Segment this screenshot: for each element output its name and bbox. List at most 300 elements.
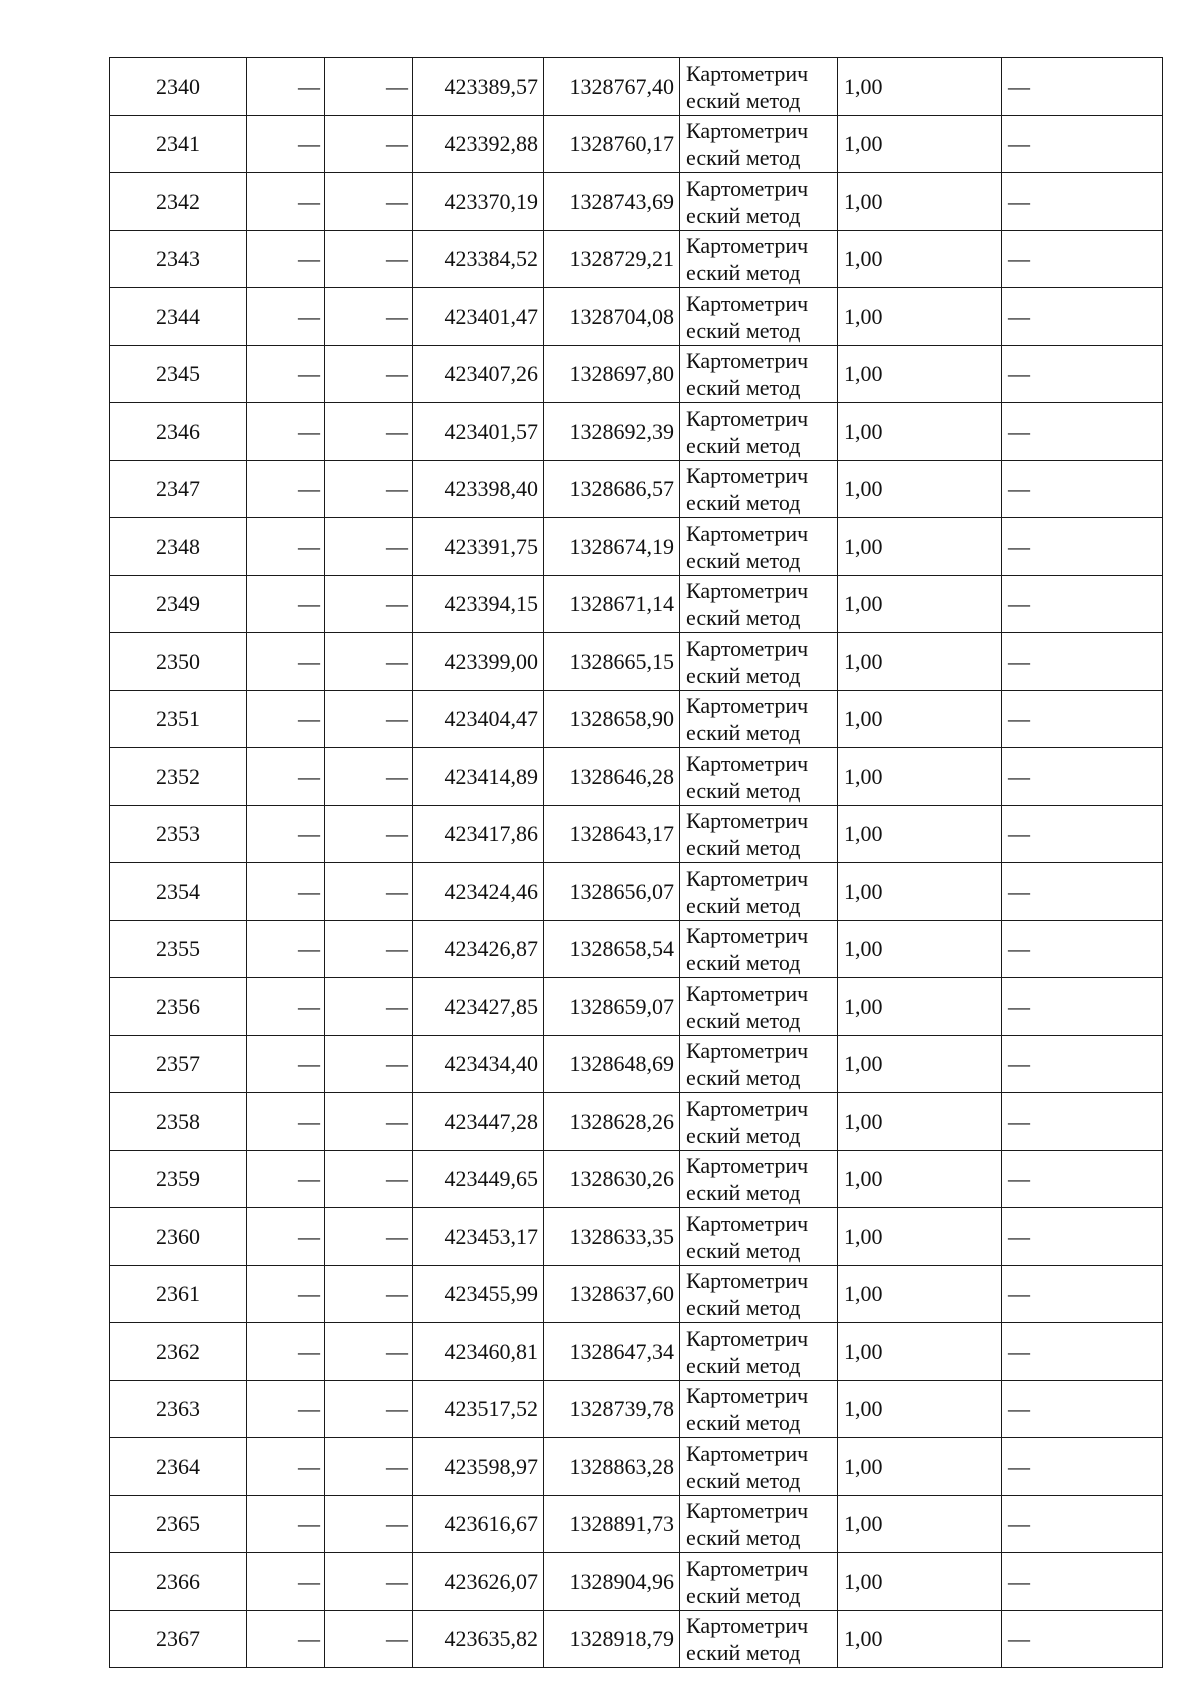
method-cell bbox=[680, 1610, 838, 1668]
method-cell bbox=[680, 58, 838, 116]
table-row bbox=[110, 1208, 1163, 1266]
method-cell bbox=[680, 575, 838, 633]
coordinate-y-cell: 1328643,17 bbox=[544, 805, 680, 863]
table-row bbox=[110, 460, 1163, 518]
coordinate-y-cell: 1328658,54 bbox=[544, 920, 680, 978]
table-row bbox=[110, 403, 1163, 461]
accuracy-cell: 1,00 bbox=[838, 1323, 1002, 1381]
point-number-cell: 2341 bbox=[110, 115, 247, 173]
table-row bbox=[110, 1323, 1163, 1381]
method-cell bbox=[680, 690, 838, 748]
coordinate-x-cell: 423407,26 bbox=[413, 345, 544, 403]
empty-coordinate-y-cell: — bbox=[325, 1093, 413, 1151]
description-cell: — bbox=[1002, 288, 1163, 346]
accuracy-cell: 1,00 bbox=[838, 1553, 1002, 1611]
accuracy-cell: 1,00 bbox=[838, 575, 1002, 633]
empty-coordinate-x-cell: — bbox=[247, 115, 325, 173]
description-cell: — bbox=[1002, 1380, 1163, 1438]
point-number-cell: 2365 bbox=[110, 1495, 247, 1553]
table-row bbox=[110, 1380, 1163, 1438]
accuracy-cell: 1,00 bbox=[838, 1035, 1002, 1093]
description-cell: — bbox=[1002, 805, 1163, 863]
method-text-line2: еский метод bbox=[686, 1007, 801, 1033]
empty-coordinate-x-cell: — bbox=[247, 230, 325, 288]
coordinate-x-cell: 423427,85 bbox=[413, 978, 544, 1036]
method-text-line2: еский метод bbox=[686, 1640, 801, 1666]
table-row bbox=[110, 920, 1163, 978]
coordinate-y-cell: 1328743,69 bbox=[544, 173, 680, 231]
method-text-line1: Картометрич bbox=[686, 463, 809, 489]
method-text-line1: Картометрич bbox=[686, 578, 809, 604]
coordinate-x-cell: 423455,99 bbox=[413, 1265, 544, 1323]
description-cell: — bbox=[1002, 920, 1163, 978]
accuracy-cell: 1,00 bbox=[838, 115, 1002, 173]
table-body bbox=[110, 58, 1163, 1668]
empty-coordinate-x-cell: — bbox=[247, 920, 325, 978]
method-text-line2: еский метод bbox=[686, 1352, 801, 1378]
method-text-line2: еский метод bbox=[686, 432, 801, 458]
accuracy-cell: 1,00 bbox=[838, 288, 1002, 346]
coordinate-x-cell: 423399,00 bbox=[413, 633, 544, 691]
method-text-line1: Картометрич bbox=[686, 635, 809, 661]
table-row bbox=[110, 173, 1163, 231]
point-number-cell: 2350 bbox=[110, 633, 247, 691]
method-text-line2: еский метод bbox=[686, 605, 801, 631]
method-text-line2: еский метод bbox=[686, 777, 801, 803]
coordinate-x-cell: 423384,52 bbox=[413, 230, 544, 288]
method-text-line2: еский метод bbox=[686, 87, 801, 113]
coordinate-x-cell: 423392,88 bbox=[413, 115, 544, 173]
accuracy-cell: 1,00 bbox=[838, 460, 1002, 518]
method-text-line1: Картометрич bbox=[686, 1095, 809, 1121]
empty-coordinate-x-cell: — bbox=[247, 1093, 325, 1151]
coordinate-y-cell: 1328646,28 bbox=[544, 748, 680, 806]
description-cell: — bbox=[1002, 58, 1163, 116]
empty-coordinate-y-cell: — bbox=[325, 345, 413, 403]
method-cell bbox=[680, 863, 838, 921]
accuracy-cell: 1,00 bbox=[838, 690, 1002, 748]
empty-coordinate-x-cell: — bbox=[247, 575, 325, 633]
table-row bbox=[110, 1610, 1163, 1668]
description-cell: — bbox=[1002, 1035, 1163, 1093]
method-text-line1: Картометрич bbox=[686, 175, 809, 201]
method-text-line2: еский метод bbox=[686, 835, 801, 861]
coordinate-x-cell: 423404,47 bbox=[413, 690, 544, 748]
method-text-line2: еский метод bbox=[686, 375, 801, 401]
method-cell bbox=[680, 1553, 838, 1611]
point-number-cell: 2363 bbox=[110, 1380, 247, 1438]
method-cell bbox=[680, 115, 838, 173]
coordinate-y-cell: 1328891,73 bbox=[544, 1495, 680, 1553]
point-number-cell: 2347 bbox=[110, 460, 247, 518]
method-text-line1: Картометрич bbox=[686, 1613, 809, 1639]
point-number-cell: 2356 bbox=[110, 978, 247, 1036]
method-cell bbox=[680, 1150, 838, 1208]
method-text-line1: Картометрич bbox=[686, 118, 809, 144]
accuracy-cell: 1,00 bbox=[838, 1265, 1002, 1323]
table-row bbox=[110, 978, 1163, 1036]
point-number-cell: 2351 bbox=[110, 690, 247, 748]
coordinate-x-cell: 423389,57 bbox=[413, 58, 544, 116]
description-cell: — bbox=[1002, 518, 1163, 576]
method-cell bbox=[680, 173, 838, 231]
coordinate-y-cell: 1328648,69 bbox=[544, 1035, 680, 1093]
method-text-line1: Картометрич bbox=[686, 808, 809, 834]
point-number-cell: 2361 bbox=[110, 1265, 247, 1323]
coordinate-x-cell: 423449,65 bbox=[413, 1150, 544, 1208]
coordinate-x-cell: 423401,57 bbox=[413, 403, 544, 461]
coordinate-x-cell: 423616,67 bbox=[413, 1495, 544, 1553]
accuracy-cell: 1,00 bbox=[838, 1610, 1002, 1668]
point-number-cell: 2359 bbox=[110, 1150, 247, 1208]
empty-coordinate-y-cell: — bbox=[325, 690, 413, 748]
empty-coordinate-x-cell: — bbox=[247, 863, 325, 921]
coordinate-y-cell: 1328628,26 bbox=[544, 1093, 680, 1151]
method-cell bbox=[680, 345, 838, 403]
description-cell: — bbox=[1002, 1610, 1163, 1668]
method-text-line1: Картометрич bbox=[686, 1038, 809, 1064]
method-cell bbox=[680, 633, 838, 691]
point-number-cell: 2340 bbox=[110, 58, 247, 116]
method-text-line1: Картометрич bbox=[686, 290, 809, 316]
table-row bbox=[110, 1150, 1163, 1208]
empty-coordinate-x-cell: — bbox=[247, 748, 325, 806]
table-row bbox=[110, 1035, 1163, 1093]
description-cell: — bbox=[1002, 460, 1163, 518]
description-cell: — bbox=[1002, 230, 1163, 288]
description-cell: — bbox=[1002, 403, 1163, 461]
method-cell bbox=[680, 518, 838, 576]
coordinate-y-cell: 1328658,90 bbox=[544, 690, 680, 748]
table-row bbox=[110, 863, 1163, 921]
coordinate-y-cell: 1328697,80 bbox=[544, 345, 680, 403]
description-cell: — bbox=[1002, 1553, 1163, 1611]
method-cell bbox=[680, 1323, 838, 1381]
coordinate-y-cell: 1328760,17 bbox=[544, 115, 680, 173]
empty-coordinate-x-cell: — bbox=[247, 58, 325, 116]
empty-coordinate-y-cell: — bbox=[325, 920, 413, 978]
method-text-line2: еский метод bbox=[686, 1122, 801, 1148]
empty-coordinate-y-cell: — bbox=[325, 1208, 413, 1266]
coordinate-y-cell: 1328659,07 bbox=[544, 978, 680, 1036]
method-cell bbox=[680, 920, 838, 978]
point-number-cell: 2352 bbox=[110, 748, 247, 806]
method-text-line1: Картометрич bbox=[686, 1440, 809, 1466]
accuracy-cell: 1,00 bbox=[838, 58, 1002, 116]
method-cell bbox=[680, 1265, 838, 1323]
method-text-line2: еский метод bbox=[686, 490, 801, 516]
point-number-cell: 2349 bbox=[110, 575, 247, 633]
coordinate-x-cell: 423517,52 bbox=[413, 1380, 544, 1438]
coordinate-y-cell: 1328863,28 bbox=[544, 1438, 680, 1496]
empty-coordinate-y-cell: — bbox=[325, 1495, 413, 1553]
empty-coordinate-x-cell: — bbox=[247, 1323, 325, 1381]
coordinate-y-cell: 1328656,07 bbox=[544, 863, 680, 921]
empty-coordinate-y-cell: — bbox=[325, 518, 413, 576]
method-text-line1: Картометрич bbox=[686, 348, 809, 374]
accuracy-cell: 1,00 bbox=[838, 345, 1002, 403]
empty-coordinate-y-cell: — bbox=[325, 58, 413, 116]
coordinate-x-cell: 423414,89 bbox=[413, 748, 544, 806]
method-cell bbox=[680, 1380, 838, 1438]
empty-coordinate-x-cell: — bbox=[247, 1553, 325, 1611]
method-text-line2: еский метод bbox=[686, 145, 801, 171]
description-cell: — bbox=[1002, 1495, 1163, 1553]
table-row bbox=[110, 115, 1163, 173]
coordinate-x-cell: 423626,07 bbox=[413, 1553, 544, 1611]
coordinate-x-cell: 423426,87 bbox=[413, 920, 544, 978]
empty-coordinate-x-cell: — bbox=[247, 1380, 325, 1438]
point-number-cell: 2358 bbox=[110, 1093, 247, 1151]
description-cell: — bbox=[1002, 173, 1163, 231]
coordinate-y-cell: 1328630,26 bbox=[544, 1150, 680, 1208]
description-cell: — bbox=[1002, 748, 1163, 806]
coordinate-x-cell: 423635,82 bbox=[413, 1610, 544, 1668]
point-number-cell: 2360 bbox=[110, 1208, 247, 1266]
accuracy-cell: 1,00 bbox=[838, 863, 1002, 921]
coordinate-x-cell: 423424,46 bbox=[413, 863, 544, 921]
empty-coordinate-x-cell: — bbox=[247, 805, 325, 863]
method-cell bbox=[680, 748, 838, 806]
table-row bbox=[110, 805, 1163, 863]
point-number-cell: 2348 bbox=[110, 518, 247, 576]
accuracy-cell: 1,00 bbox=[838, 978, 1002, 1036]
empty-coordinate-x-cell: — bbox=[247, 1265, 325, 1323]
coordinate-x-cell: 423417,86 bbox=[413, 805, 544, 863]
method-text-line2: еский метод bbox=[686, 950, 801, 976]
point-number-cell: 2342 bbox=[110, 173, 247, 231]
empty-coordinate-y-cell: — bbox=[325, 173, 413, 231]
empty-coordinate-x-cell: — bbox=[247, 345, 325, 403]
empty-coordinate-y-cell: — bbox=[325, 978, 413, 1036]
accuracy-cell: 1,00 bbox=[838, 805, 1002, 863]
empty-coordinate-y-cell: — bbox=[325, 1265, 413, 1323]
coordinate-x-cell: 423598,97 bbox=[413, 1438, 544, 1496]
method-text-line1: Картометрич bbox=[686, 865, 809, 891]
table-row bbox=[110, 633, 1163, 691]
method-text-line2: еский метод bbox=[686, 662, 801, 688]
table-row bbox=[110, 1553, 1163, 1611]
empty-coordinate-x-cell: — bbox=[247, 403, 325, 461]
method-text-line1: Картометрич bbox=[686, 980, 809, 1006]
method-text-line2: еский метод bbox=[686, 202, 801, 228]
description-cell: — bbox=[1002, 633, 1163, 691]
coordinate-x-cell: 423447,28 bbox=[413, 1093, 544, 1151]
description-cell: — bbox=[1002, 978, 1163, 1036]
accuracy-cell: 1,00 bbox=[838, 1093, 1002, 1151]
method-text-line2: еский метод bbox=[686, 260, 801, 286]
coordinate-y-cell: 1328686,57 bbox=[544, 460, 680, 518]
point-number-cell: 2355 bbox=[110, 920, 247, 978]
method-text-line2: еский метод bbox=[686, 317, 801, 343]
table-row bbox=[110, 575, 1163, 633]
empty-coordinate-y-cell: — bbox=[325, 575, 413, 633]
coordinate-x-cell: 423434,40 bbox=[413, 1035, 544, 1093]
method-cell bbox=[680, 805, 838, 863]
accuracy-cell: 1,00 bbox=[838, 633, 1002, 691]
empty-coordinate-y-cell: — bbox=[325, 1380, 413, 1438]
method-cell bbox=[680, 1495, 838, 1553]
method-text-line2: еский метод bbox=[686, 1065, 801, 1091]
coordinate-x-cell: 423453,17 bbox=[413, 1208, 544, 1266]
table-row bbox=[110, 748, 1163, 806]
empty-coordinate-x-cell: — bbox=[247, 288, 325, 346]
method-text-line2: еский метод bbox=[686, 1237, 801, 1263]
method-text-line1: Картометрич bbox=[686, 923, 809, 949]
method-text-line1: Картометрич bbox=[686, 1210, 809, 1236]
table-row bbox=[110, 288, 1163, 346]
method-text-line1: Картометрич bbox=[686, 1383, 809, 1409]
empty-coordinate-x-cell: — bbox=[247, 1495, 325, 1553]
table-row bbox=[110, 58, 1163, 116]
method-cell bbox=[680, 1035, 838, 1093]
accuracy-cell: 1,00 bbox=[838, 403, 1002, 461]
point-number-cell: 2346 bbox=[110, 403, 247, 461]
coordinate-y-cell: 1328633,35 bbox=[544, 1208, 680, 1266]
method-text-line2: еский метод bbox=[686, 720, 801, 746]
coordinate-y-cell: 1328674,19 bbox=[544, 518, 680, 576]
method-text-line1: Картометрич bbox=[686, 520, 809, 546]
coordinate-x-cell: 423394,15 bbox=[413, 575, 544, 633]
description-cell: — bbox=[1002, 575, 1163, 633]
empty-coordinate-y-cell: — bbox=[325, 460, 413, 518]
empty-coordinate-x-cell: — bbox=[247, 690, 325, 748]
method-text-line1: Картометрич bbox=[686, 1268, 809, 1294]
description-cell: — bbox=[1002, 1208, 1163, 1266]
method-text-line1: Картометрич bbox=[686, 60, 809, 86]
empty-coordinate-y-cell: — bbox=[325, 805, 413, 863]
point-number-cell: 2344 bbox=[110, 288, 247, 346]
coordinates-table bbox=[109, 57, 1163, 1668]
method-text-line2: еский метод bbox=[686, 1410, 801, 1436]
table-row bbox=[110, 518, 1163, 576]
empty-coordinate-y-cell: — bbox=[325, 1553, 413, 1611]
empty-coordinate-x-cell: — bbox=[247, 1035, 325, 1093]
description-cell: — bbox=[1002, 1093, 1163, 1151]
coordinate-y-cell: 1328904,96 bbox=[544, 1553, 680, 1611]
method-text-line2: еский метод bbox=[686, 1467, 801, 1493]
empty-coordinate-y-cell: — bbox=[325, 1150, 413, 1208]
accuracy-cell: 1,00 bbox=[838, 1380, 1002, 1438]
method-text-line2: еский метод bbox=[686, 1582, 801, 1608]
empty-coordinate-y-cell: — bbox=[325, 115, 413, 173]
method-text-line1: Картометрич bbox=[686, 750, 809, 776]
description-cell: — bbox=[1002, 1265, 1163, 1323]
empty-coordinate-x-cell: — bbox=[247, 978, 325, 1036]
method-text-line1: Картометрич bbox=[686, 405, 809, 431]
accuracy-cell: 1,00 bbox=[838, 518, 1002, 576]
empty-coordinate-x-cell: — bbox=[247, 633, 325, 691]
coordinate-x-cell: 423391,75 bbox=[413, 518, 544, 576]
empty-coordinate-y-cell: — bbox=[325, 633, 413, 691]
accuracy-cell: 1,00 bbox=[838, 920, 1002, 978]
method-cell bbox=[680, 1093, 838, 1151]
description-cell: — bbox=[1002, 863, 1163, 921]
empty-coordinate-x-cell: — bbox=[247, 1150, 325, 1208]
method-text-line2: еский метод bbox=[686, 1525, 801, 1551]
coordinate-y-cell: 1328671,14 bbox=[544, 575, 680, 633]
empty-coordinate-y-cell: — bbox=[325, 288, 413, 346]
method-cell bbox=[680, 288, 838, 346]
description-cell: — bbox=[1002, 1323, 1163, 1381]
point-number-cell: 2366 bbox=[110, 1553, 247, 1611]
method-text-line2: еский метод bbox=[686, 892, 801, 918]
point-number-cell: 2354 bbox=[110, 863, 247, 921]
empty-coordinate-y-cell: — bbox=[325, 1323, 413, 1381]
method-cell bbox=[680, 403, 838, 461]
table-row bbox=[110, 1265, 1163, 1323]
method-text-line2: еский метод bbox=[686, 547, 801, 573]
empty-coordinate-x-cell: — bbox=[247, 1208, 325, 1266]
coordinate-y-cell: 1328918,79 bbox=[544, 1610, 680, 1668]
method-text-line1: Картометрич bbox=[686, 233, 809, 259]
coordinate-y-cell: 1328739,78 bbox=[544, 1380, 680, 1438]
table-row bbox=[110, 345, 1163, 403]
method-text-line1: Картометрич bbox=[686, 1498, 809, 1524]
coordinate-x-cell: 423401,47 bbox=[413, 288, 544, 346]
description-cell: — bbox=[1002, 115, 1163, 173]
description-cell: — bbox=[1002, 1150, 1163, 1208]
method-cell bbox=[680, 460, 838, 518]
accuracy-cell: 1,00 bbox=[838, 1495, 1002, 1553]
coordinate-y-cell: 1328647,34 bbox=[544, 1323, 680, 1381]
method-cell bbox=[680, 1438, 838, 1496]
table-row bbox=[110, 230, 1163, 288]
point-number-cell: 2357 bbox=[110, 1035, 247, 1093]
empty-coordinate-x-cell: — bbox=[247, 1438, 325, 1496]
point-number-cell: 2353 bbox=[110, 805, 247, 863]
method-text-line1: Картометрич bbox=[686, 693, 809, 719]
method-cell bbox=[680, 1208, 838, 1266]
empty-coordinate-y-cell: — bbox=[325, 748, 413, 806]
accuracy-cell: 1,00 bbox=[838, 1208, 1002, 1266]
method-text-line1: Картометрич bbox=[686, 1555, 809, 1581]
description-cell: — bbox=[1002, 1438, 1163, 1496]
coordinate-x-cell: 423398,40 bbox=[413, 460, 544, 518]
coordinate-y-cell: 1328704,08 bbox=[544, 288, 680, 346]
empty-coordinate-x-cell: — bbox=[247, 1610, 325, 1668]
table-row bbox=[110, 1438, 1163, 1496]
point-number-cell: 2345 bbox=[110, 345, 247, 403]
empty-coordinate-x-cell: — bbox=[247, 460, 325, 518]
table-row bbox=[110, 1495, 1163, 1553]
empty-coordinate-y-cell: — bbox=[325, 1438, 413, 1496]
method-text-line1: Картометрич bbox=[686, 1153, 809, 1179]
point-number-cell: 2364 bbox=[110, 1438, 247, 1496]
coordinate-y-cell: 1328767,40 bbox=[544, 58, 680, 116]
coordinate-x-cell: 423460,81 bbox=[413, 1323, 544, 1381]
coordinate-y-cell: 1328729,21 bbox=[544, 230, 680, 288]
coordinate-x-cell: 423370,19 bbox=[413, 173, 544, 231]
point-number-cell: 2343 bbox=[110, 230, 247, 288]
coordinate-y-cell: 1328637,60 bbox=[544, 1265, 680, 1323]
empty-coordinate-y-cell: — bbox=[325, 230, 413, 288]
point-number-cell: 2362 bbox=[110, 1323, 247, 1381]
empty-coordinate-y-cell: — bbox=[325, 1035, 413, 1093]
empty-coordinate-y-cell: — bbox=[325, 403, 413, 461]
coordinate-y-cell: 1328665,15 bbox=[544, 633, 680, 691]
accuracy-cell: 1,00 bbox=[838, 173, 1002, 231]
empty-coordinate-y-cell: — bbox=[325, 1610, 413, 1668]
method-cell bbox=[680, 978, 838, 1036]
point-number-cell: 2367 bbox=[110, 1610, 247, 1668]
empty-coordinate-y-cell: — bbox=[325, 863, 413, 921]
coordinate-y-cell: 1328692,39 bbox=[544, 403, 680, 461]
empty-coordinate-x-cell: — bbox=[247, 518, 325, 576]
method-cell bbox=[680, 230, 838, 288]
description-cell: — bbox=[1002, 345, 1163, 403]
method-text-line1: Картометрич bbox=[686, 1325, 809, 1351]
